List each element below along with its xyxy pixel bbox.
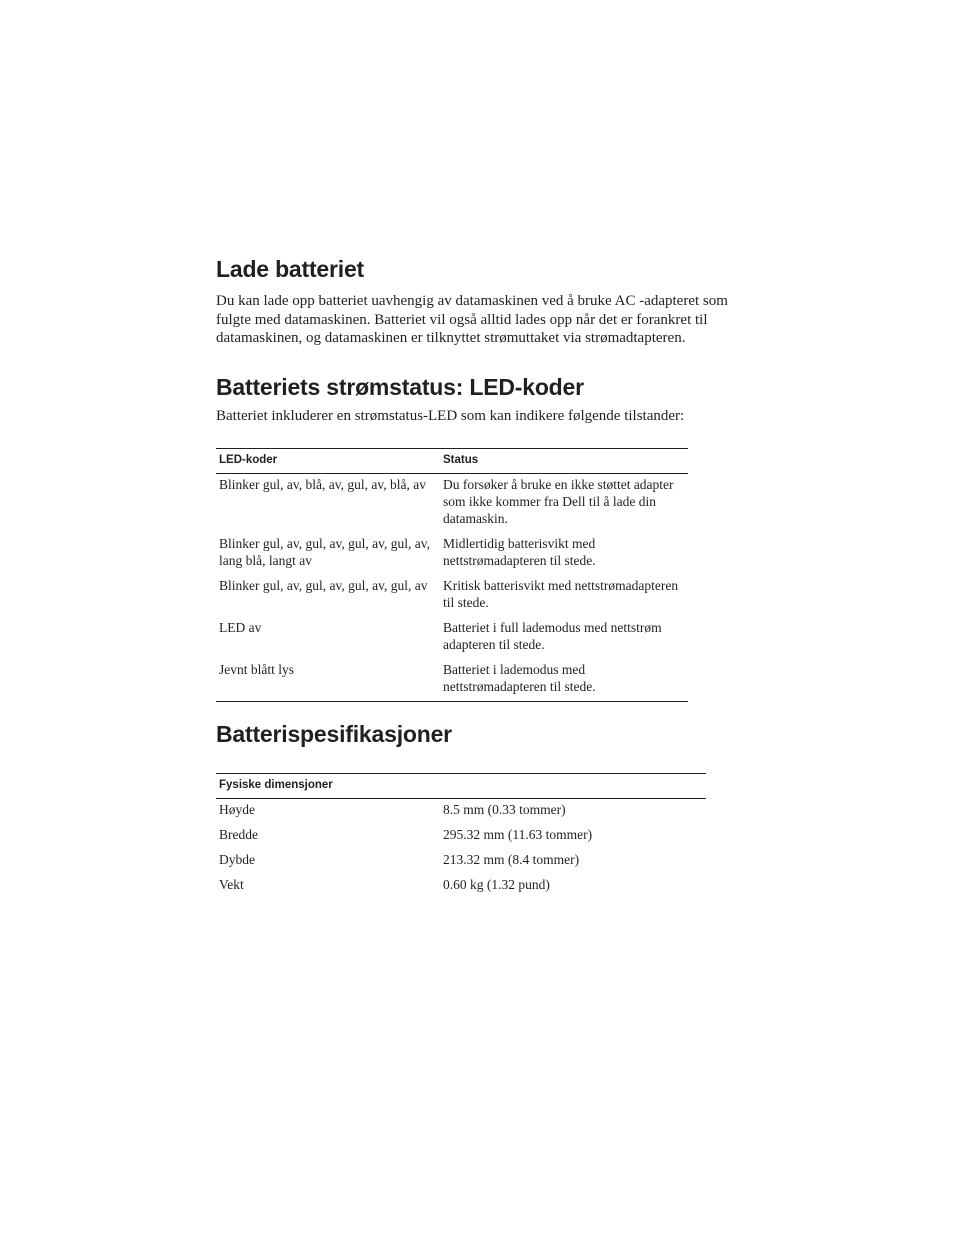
- section-title-lade-batteriet: Lade batteriet: [216, 256, 365, 282]
- table-cell-spec-name: Høyde: [219, 802, 255, 817]
- table-row: [216, 659, 688, 702]
- table-row: [216, 474, 688, 534]
- table-header-row: [216, 774, 706, 799]
- table-row: [216, 617, 688, 659]
- table-cell-spec-value: 213.32 mm (8.4 tommer): [443, 852, 580, 867]
- table-cell-spec-name: Dybde: [219, 852, 255, 867]
- table-cell-spec-value: 295.32 mm (11.63 tommer): [443, 827, 593, 842]
- table-cell-status: Midlertidig batterisvikt med nettstrømadapteren til stede.: [443, 536, 596, 568]
- table-cell-spec-value: 8.5 mm (0.33 tommer): [443, 802, 566, 817]
- table-cell-led-code: LED av: [219, 620, 262, 635]
- section-body-led-koder: Batteriet inkluderer en strømstatus-LED som kan indikere følgende tilstander:: [216, 407, 685, 424]
- column-header-fysiske-dimensjoner: Fysiske dimensjoner: [216, 774, 706, 799]
- table-cell-led-code: Blinker gul, av, gul, av, gul, av, gul, av: [219, 578, 428, 593]
- table-row: [216, 849, 706, 874]
- table-row: [216, 874, 706, 899]
- column-header-led-koder: LED-koder: [216, 449, 440, 474]
- section-body-lade-batteriet: Du kan lade opp batteriet uavhengig av datamaskinen ved å bruke AC -adapteret som fulgte med datamaskinen. Batteriet vil også alltid lades opp når det er forankret til datamaskinen, og datamaskinen er tilknyttet strømuttaket via strømadtapteren.: [216, 293, 728, 346]
- table-cell-led-code: Blinker gul, av, blå, av, gul, av, blå, av: [219, 477, 426, 492]
- table-cell-status: Du forsøker å bruke en ikke støttet adapter som ikke kommer fra Dell til å lade din datamaskin.: [443, 477, 674, 526]
- table-cell-led-code: Jevnt blått lys: [219, 662, 294, 677]
- document-content: [216, 256, 736, 899]
- table-header-row: [216, 449, 688, 474]
- table-row: [216, 824, 706, 849]
- table-cell-spec-value: 0.60 kg (1.32 pund): [443, 877, 550, 892]
- section-batterispesifikasjoner: [216, 721, 736, 899]
- table-cell-spec-name: Vekt: [219, 877, 244, 892]
- table-cell-spec-name: Bredde: [219, 827, 258, 842]
- table-cell-status: Kritisk batterisvikt med nettstrømadapteren til stede.: [443, 578, 679, 610]
- table-cell-led-code: Blinker gul, av, gul, av, gul, av, gul, av, lang blå, langt av: [219, 536, 430, 568]
- table-row: [216, 575, 688, 617]
- table-row: [216, 799, 706, 825]
- section-title-batterispesifikasjoner: Batterispesifikasjoner: [216, 721, 452, 747]
- section-led-koder: [216, 374, 736, 703]
- battery-spec-table: [216, 773, 706, 899]
- led-codes-table: [216, 448, 688, 702]
- section-title-led-koder: Batteriets strømstatus: LED-koder: [216, 373, 584, 400]
- table-row: [216, 533, 688, 575]
- column-header-status: Status: [440, 449, 688, 474]
- table-cell-status: Batteriet i lademodus med nettstrømadapteren til stede.: [443, 662, 596, 694]
- table-cell-status: Batteriet i full lademodus med nettstrøm adapteren til stede.: [443, 620, 662, 652]
